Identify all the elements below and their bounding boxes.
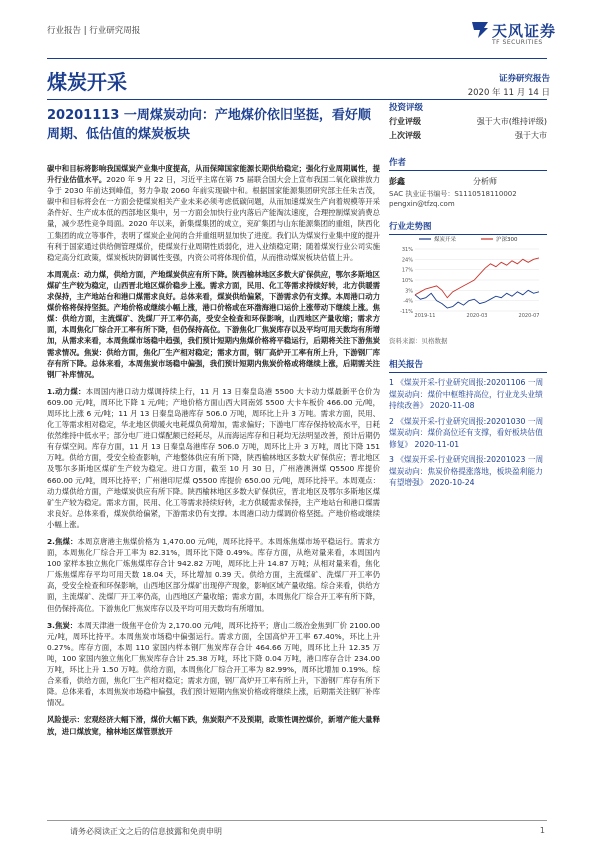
chart-y-tick-label: -4% <box>403 298 413 305</box>
chart-legend-label: 沪深300 <box>496 237 518 243</box>
summary-lead: 本周观点：动力煤， <box>47 269 114 279</box>
thermal-coal-lead: 1.动力煤： <box>47 386 86 396</box>
chart-series-line <box>415 290 539 308</box>
chart-x-tick-label: 2020-07 <box>518 313 540 318</box>
author-email[interactable]: pengxin@tfzq.com <box>389 200 455 208</box>
chart-legend-label: 煤炭开采 <box>434 237 457 243</box>
coke-paragraph <box>47 620 380 709</box>
related-report-link[interactable]: 3 《煤炭开采-行业研究周报:20201023 一周煤炭动向：焦炭价格提涨落地，板块盈利能力有望增强》 2020-10-24 <box>389 455 544 487</box>
chart-y-tick-label: 10% <box>401 278 413 284</box>
prev-rating-row <box>389 129 547 143</box>
footer-disclaimer: 请务必阅读正文之后的信息披露和免责申明 <box>70 827 222 836</box>
author-role: 分析师 <box>473 177 497 186</box>
related-report-link[interactable]: 1 《煤炭开采-行业研究周报:20201106 一周煤炭动向：煤价中枢维持高位，行业龙头业绩持续改善》 2020-11-08 <box>389 378 544 410</box>
prev-rating-label: 上次评级 <box>389 131 421 140</box>
related-panel <box>389 358 547 493</box>
thermal-coal-paragraph <box>47 386 380 530</box>
chart-x-tick-label: 2020-03 <box>466 313 488 318</box>
report-body <box>47 163 380 743</box>
sector-title: 煤炭开采 <box>47 70 127 94</box>
intro-text: 2020 年 9 月 22 日，习近平主席在第 75 届联合国大会上宣布我国二氧化碳排放力争于 2030 年前达到峰值，努力争取 2060 年前实现碳中和。根据国家能源集团研究部主任朱吉茂，碳中和目标将会在一方面会使煤炭相关产业未来必须考虑低碳问题，从而加速煤炭生产向着规模等开采条件好、生产成本低的西部地区集中，另一方面会加快行业内落后产能淘汰速度，合理控制煤炭消费总量，减少恶性竞争局面。2020 年以来，新集煤集团的成立，兖矿集团与山东能源集团的重组，陕西化工集团的成立等事件，表明了煤炭企业间的合并重组明显加快了进度。我们认为煤炭行业集中度的提升有利于国家通过供给侧管理煤价，使煤炭行业周期性质弱化，进入业绩稳定期；随着煤炭行业公司实施稳定高分红政策，煤炭板块防御属性变强，内资公司将体现价值，从而推动煤炭板块估值上升。 <box>47 175 380 262</box>
report-date: 2020 年 11 月 14 日 <box>467 88 550 98</box>
author-cert: SAC 执业证书编号：S1110518110002 <box>389 190 517 198</box>
industry-rating-value: 强于大市(维持评级) <box>476 117 547 126</box>
intro-paragraph <box>47 163 380 263</box>
risk-lead: 风险提示： <box>47 715 84 725</box>
chart-x-tick-label: 2019-11 <box>414 313 436 318</box>
risk-paragraph <box>47 714 380 736</box>
prev-rating-value: 强于大市 <box>515 131 547 140</box>
summary-paragraph <box>47 269 380 380</box>
related-heading: 相关报告 <box>389 360 424 370</box>
author-panel <box>389 156 547 208</box>
rating-panel <box>389 101 547 143</box>
industry-chart-svg <box>389 233 547 318</box>
chart-y-tick-label: 3% <box>405 288 413 295</box>
intro-lead: 碳中和目标将影响我国煤炭产业集中度提高，从而保障国家能源长期供给稳定；强化行业周期属性，提升行业估值水平。 <box>47 164 380 185</box>
coking-coal-paragraph <box>47 536 380 614</box>
title-divider <box>47 99 547 100</box>
logo-text: 天风证券 <box>492 22 557 40</box>
summary-text: 供给方面，产地煤炭供应有所下降。陕西榆林地区多数大矿保供应，鄂尔多斯地区煤矿生产较为稳定，山西晋北地区煤价稳步上涨。需求方面，民用、化工等需求持续好转，北方供暖需求保持，主产地站台和港口煤需求良好。总体来看，煤炭供给偏紧，下游需求仍有支撑。本周港口动力煤价格将保持坚挺。产地价格或继续小幅上涨，港口价格或在环渤海港口运价上涨带动下继续上涨。焦煤：供给方面，主流煤矿、洗煤厂开工率仍高，受安全检查和环保影响，山西地区产量收缩；需求方面，本周焦化厂综合开工率有所下降，但仍保持高位。下游焦化厂焦炭库存以及平均可用天数均有所增加，从需求来看，本周焦煤市场稳中趋强，我们预计短期内焦煤价格将平稳运行，后期将关注下游焦炭需求情况。焦炭：供给方面，焦化厂生产相对稳定；需求方面，钢厂高炉开工率有所上升，下游钢厂库存有所下降。总体来看，本周焦炭市场稳中偏强，我们预计短期内焦炭价格或将继续上涨，后期需关注钢厂补库情况。 <box>47 269 380 379</box>
chart-y-tick-label: 24% <box>401 257 413 264</box>
header-divider <box>47 58 547 59</box>
company-logo <box>470 18 560 52</box>
chart-source: 资料来源：贝格数据 <box>389 337 448 345</box>
coke-text: 本周天津港一级焦平仓价为 2,170.00 元/吨，周环比持平；唐山二级冶金焦到厂价 2100.00 元/吨，周环比持平。本周焦炭市场稳中偏强运行。需求方面，全国高炉开工率 67.40%，环比上升 0.27%。库存方面，本周 110 家国内样本钢厂焦炭库存合计 464.66 万吨，周环比上升 12.35 万吨，100 家国内独立焦化厂焦炭库存合计 25.38 万吨，环比下降 0.04 万吨，港口库存合计 234.00 万吨，环比上升 1.50 万吨。供给方面，本周焦化厂综合开工率为 82.99%，周环比增加 0.19%。综合来看，供给方面，焦化厂生产相对稳定；需求方面，钢厂高炉开工率有所上升，下游钢厂库存有所下降。总体来看，本周焦炭市场稳中偏强，我们预计短期内焦炭价格或将继续上涨，后期需关注钢厂补库情况。 <box>47 620 381 708</box>
report-title: 20201113 一周煤炭动向：产地煤价依旧坚挺，看好顺周期、低估值的煤炭板块 <box>47 108 371 142</box>
logo-mark-icon <box>470 20 490 40</box>
report-type: 证券研究报告 <box>498 74 550 84</box>
thermal-coal-text: 本周国内港口动力煤调持续上行，11 月 13 日秦皇岛港 5500 大卡动力煤最新平仓价为 609.00 元/吨，周环比下降 1 元/吨；产地价格方面山西大同南郊 5500 大卡车板价 466.00 元/吨，周环比上涨 6 元/吨；11 月 13 日秦皇岛港库存 506.0 万吨，周环比上升 3 万吨。需求方面，民用、化工等需求相对稳定，华北地区供暖火电耗煤负荷增加，需求偏好；下游电厂库存保持较高水平，日耗依然维持中低水平；部分电厂进口煤配额已经耗尽，从而海运库存和日耗均无法明显改善，预计后期仍有存煤空间。库存方面，11 月 13 日秦皇岛港库存 506.0 万吨，周环比上升 3 万吨，周比下降 151 万吨。供给方面，受安全检查影响，产地整体供应有所下降，陕西榆林地区多数大矿保供应；晋北地区及鄂尔多斯地区煤矿生产较为稳定。进口方面，截至 10 月 30 日，广州港澳洲煤 Q5500 库提价 660.00 元/吨，周环比持平；广州港印尼煤 Q5500 库提价 650.00 元/吨，周环比持平。本周观点：动力煤供给方面，产地煤炭供应有所下降。陕西榆林地区多数大矿保供应，晋北地区及鄂尔多斯地区煤矿生产较为稳定。需求方面，民用、化工等需求持续好转，北方供暖需求保持，主产地站台和港口煤需求良好。总体来看，煤炭供给偏紧，下游需求仍有支撑。本周港口动力煤调价格坚挺。产地价格或继续小幅上涨。 <box>47 386 380 529</box>
coking-coal-lead: 2.焦煤： <box>47 537 78 546</box>
industry-rating-row <box>389 115 547 129</box>
page-number: 1 <box>539 826 545 835</box>
logo-subtext: TF SECURITIES <box>492 39 543 46</box>
coking-coal-text: 本周京唐港主焦煤价格为 1,470.00 元/吨，周环比持平。本周炼焦煤市场平稳运行。需求方面，本周焦化厂综合开工率为 82.31%，周环比下降 0.49%。库存方面，从绝对量来看，本周国内 100 家样本独立焦化厂炼焦煤库存合计 942.82 万吨，周环比上升 14.87 万吨；从相对量来看，焦化厂炼焦煤库存平均可用天数 18.04 天，环比增加 0.39 天。供给方面，主流煤矿、洗煤厂开工率仍高，受安全检查和环保影响，山西地区部分煤矿出现停产现象，影响区域产量收缩。综合来看，供给方面，主流煤矿、洗煤厂开工率仍高，山西地区产量收缩；需求方面，本周焦化厂综合开工率有所下降，但仍保持高位。下游焦化厂焦炭库存以及平均可用天数均有所增加。 <box>47 537 381 613</box>
footer-divider <box>47 820 547 821</box>
related-report-link[interactable]: 2 《煤炭开采-行业研究周报:20201030 一周煤炭动向：煤价高位还有支撑，看好板块估值修复》 2020-11-01 <box>389 416 544 449</box>
chart-y-tick-label: 17% <box>401 267 413 274</box>
author-name: 彭鑫 <box>389 177 405 186</box>
rating-heading: 投资评级 <box>389 103 424 113</box>
author-heading: 作者 <box>389 158 407 168</box>
chart-series-line <box>415 258 539 298</box>
industry-rating-label: 行业评级 <box>389 117 421 126</box>
risk-text: 宏观经济大幅下滑，煤价大幅下跌，焦炭限产不及预期，政策性调控煤价，新增产能大量释放，进口煤放宽，榆林地区煤管票放开 <box>47 715 380 736</box>
chart-heading: 行业走势图 <box>389 222 432 232</box>
coke-lead: 3.焦炭： <box>47 620 78 630</box>
chart-y-tick-label: -11% <box>400 309 413 315</box>
chart-y-tick-label: 31% <box>401 247 413 253</box>
industry-chart <box>389 233 547 318</box>
breadcrumb: 行业报告 | 行业研究周报 <box>47 26 141 36</box>
